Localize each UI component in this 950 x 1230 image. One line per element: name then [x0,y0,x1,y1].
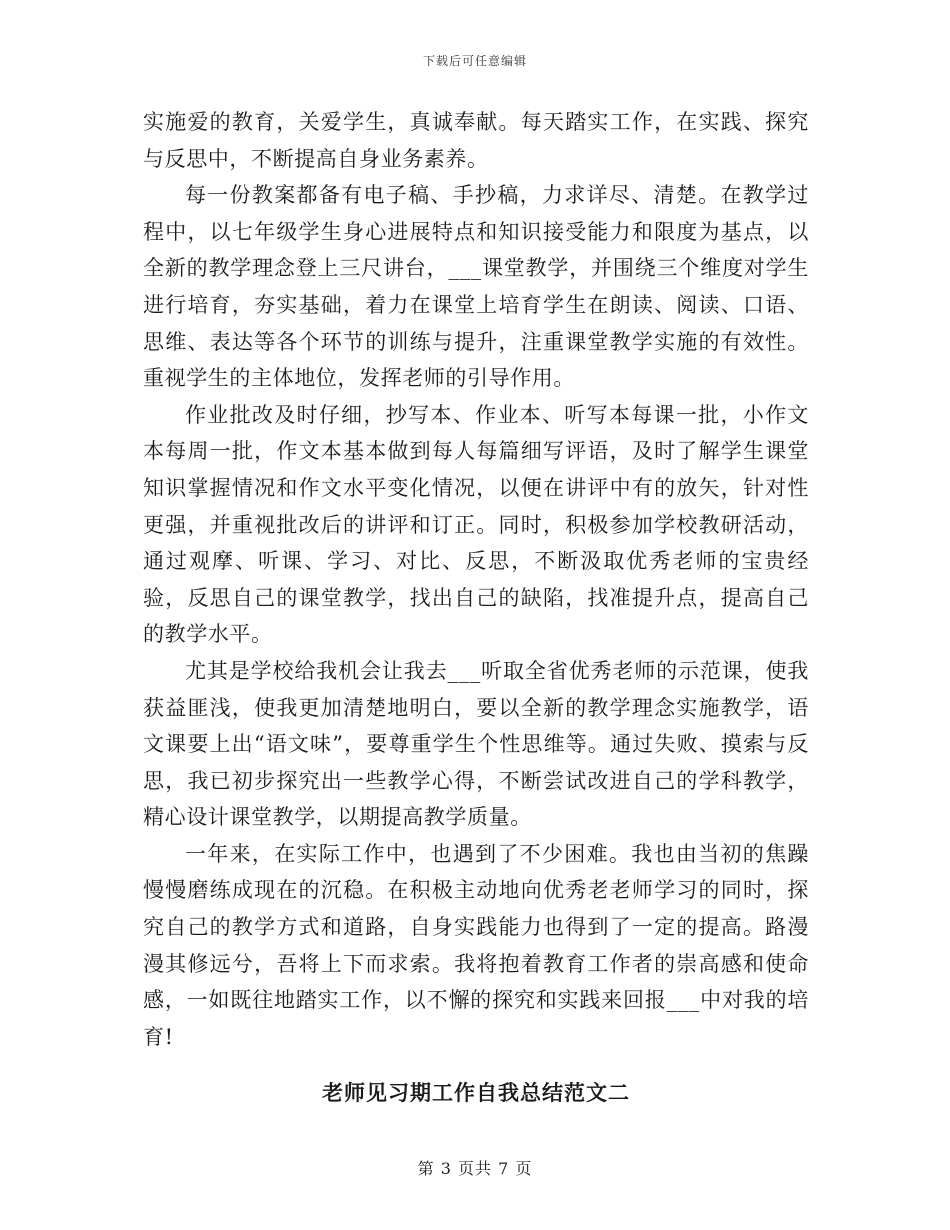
paragraph-4: 尤其是学校给我机会让我去___听取全省优秀老师的示范课，使我获益匪浅，使我更加清楚地明白，要以全新的教学理念实施教学，语文课要上出“语文味”，要尊重学生个性思维等。通过失败、摸索与反思，我已初步探究出一些教学心得，不断尝试改进自己的学科教学，精心设计课堂教学，以期提高教学质量。 [143,658,809,830]
paragraph-1: 实施爱的教育，关爱学生，真诚奉献。每天踏实工作，在实践、探究与反思中，不断提高自身业务素养。 [143,110,809,171]
page-header: 下载后可任意编辑 [422,54,527,68]
paragraph-2: 每一份教案都备有电子稿、手抄稿，力求详尽、清楚。在教学过程中，以七年级学生身心进展特点和知识接受能力和限度为基点，以全新的教学理念登上三尺讲台，___课堂教学，并围绕三个维度对学生进行培育，夯实基础，着力在课堂上培育学生在朗读、阅读、口语、思维、表达等各个环节的训练与提升，注重课堂教学实施的有效性。重视学生的主体地位，发挥老师的引导作用。 [143,183,809,391]
section-title: 老师见习期工作自我总结范文二 [322,1080,630,1106]
document-body [143,104,809,1107]
page-footer: 第 3 页共 7 页 [417,1159,533,1178]
paragraph-3: 作业批改及时仔细，抄写本、作业本、听写本每课一批，小作文本每周一批，作文本基本做到每人每篇细写评语，及时了解学生课堂知识掌握情况和作文水平变化情况，以便在讲评中有的放矢，针对性更强，并重视批改后的讲评和订正。同时，积极参加学校教研活动，通过观摩、听课、学习、对比、反思，不断汲取优秀老师的宝贵经验，反思自己的课堂教学，找出自己的缺陷，找准提升点，提高自己的教学水平。 [143,402,809,647]
paragraph-5: 一年来，在实际工作中，也遇到了不少困难。我也由当初的焦躁慢慢磨练成现在的沉稳。在积极主动地向优秀老老师学习的同时，探究自己的教学方式和道路，自身实践能力也得到了一定的提高。路漫漫其修远兮，吾将上下而求索。我将抱着教育工作者的崇高感和使命感，一如既往地踏实工作，以不懈的探究和实践来回报___中对我的培育! [143,841,809,1049]
